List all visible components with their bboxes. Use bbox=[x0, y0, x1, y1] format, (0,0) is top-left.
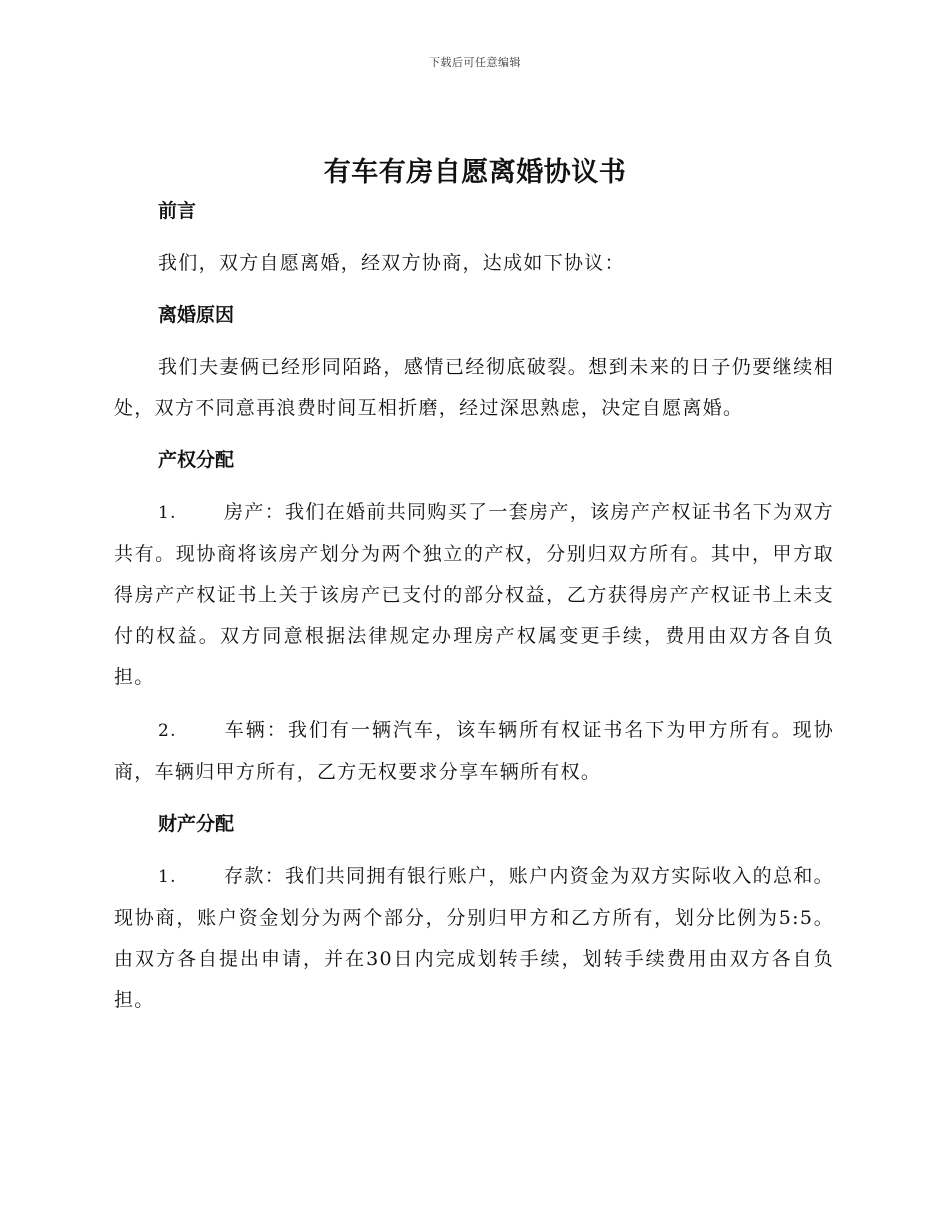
section-heading-assets: 财产分配 bbox=[158, 813, 235, 835]
section-heading-reason: 离婚原因 bbox=[158, 304, 235, 326]
item-text: 车辆：我们有一辆汽车，该车辆所有权证书名下为甲方所有。现协商，车辆归甲方所有，乙方无权要求分享车辆所有权。 bbox=[114, 719, 834, 783]
document-title: 有车有房自愿离婚协议书 bbox=[323, 157, 627, 188]
section-heading-property-rights: 产权分配 bbox=[158, 449, 235, 471]
item-number: 1. bbox=[158, 867, 177, 887]
property-item-2 bbox=[114, 710, 834, 793]
section-heading-preface: 前言 bbox=[158, 200, 197, 222]
property-item-1 bbox=[114, 492, 834, 698]
item-number: 2. bbox=[158, 721, 177, 741]
header-note: 下载后可任意编辑 bbox=[429, 56, 521, 69]
document-body bbox=[114, 192, 834, 1021]
preface-paragraph: 我们，双方自愿离婚，经双方协商，达成如下协议： bbox=[158, 252, 625, 274]
reason-paragraph: 我们夫妻俩已经形同陌路，感情已经彻底破裂。想到未来的日子仍要继续相处，双方不同意再浪费时间互相折磨，经过深思熟虑，决定自愿离婚。 bbox=[114, 356, 834, 419]
item-text: 房产：我们在婚前共同购买了一套房产，该房产产权证书名下为双方共有。现协商将该房产划分为两个独立的产权，分别归双方所有。其中，甲方取得房产产权证书上关于该房产已支付的部分权益，乙方获得房产产权证书上未支付的权益。双方同意根据法律规定办理房产权属变更手续，费用由双方各自负担。 bbox=[114, 501, 834, 688]
item-number: 1. bbox=[158, 503, 177, 523]
assets-item-1 bbox=[114, 856, 834, 1021]
item-text: 存款：我们共同拥有银行账户，账户内资金为双方实际收入的总和。现协商，账户资金划分为两个部分，分别归甲方和乙方所有，划分比例为5:5。由双方各自提出申请，并在30日内完成划转手续，划转手续费用由双方各自负担。 bbox=[114, 865, 834, 1011]
